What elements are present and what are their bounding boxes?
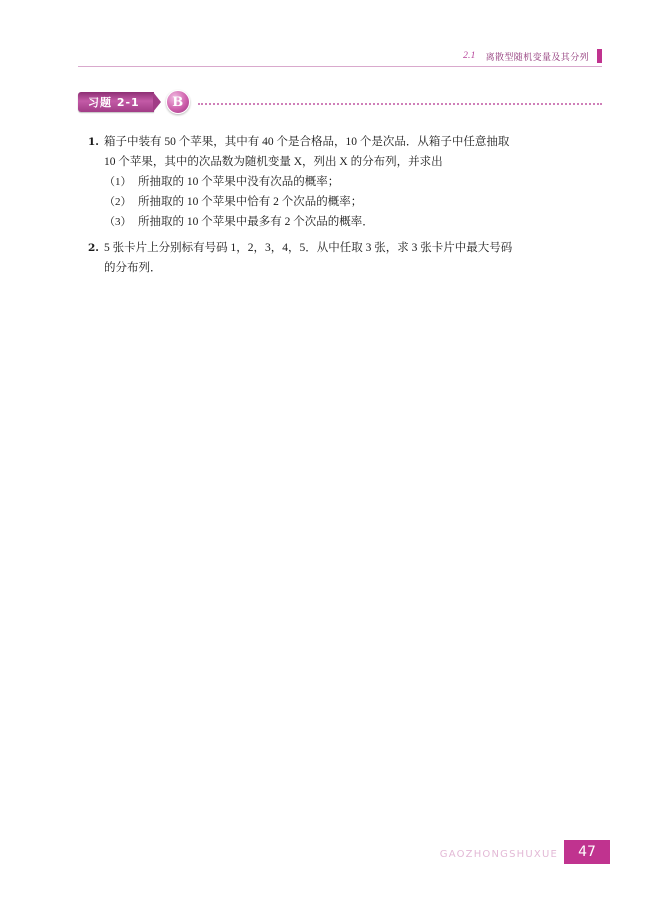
footer-watermark: GAOZHONGSHUXUE bbox=[439, 849, 558, 860]
banner-badge bbox=[166, 90, 190, 114]
problem-number: 1. bbox=[88, 136, 99, 148]
running-head-rule bbox=[78, 66, 602, 67]
problem-line: 5 张卡片上分别标有号码 1，2，3，4，5．从中任取 3 张，求 3 张卡片中最大号码 bbox=[104, 242, 513, 254]
subitem-text: 所抽取的 10 个苹果中没有次品的概率； bbox=[138, 176, 340, 188]
subitem-text: 所抽取的 10 个苹果中最多有 2 个次品的概率． bbox=[138, 216, 374, 228]
exercise-content bbox=[88, 132, 582, 284]
problem-subitem bbox=[104, 212, 582, 232]
problem-body bbox=[104, 238, 582, 278]
problem-body bbox=[104, 132, 582, 232]
banner-label: 习题 2-1 bbox=[88, 96, 140, 109]
running-head-section-number: 2.1 bbox=[463, 51, 476, 61]
problem-line: 箱子中装有 50 个苹果，其中有 40 个是合格品，10 个是次品．从箱子中任意抽取 bbox=[104, 136, 510, 148]
problem-line: 10 个苹果，其中的次品数为随机变量 X，列出 X 的分布列，并求出 bbox=[104, 156, 443, 168]
problem-item bbox=[88, 238, 582, 278]
subitem-text: 所抽取的 10 个苹果中恰有 2 个次品的概率； bbox=[138, 196, 363, 208]
running-head-section-title: 离散型随机变量及其分列 bbox=[485, 52, 589, 63]
subitem-label: （1） bbox=[104, 176, 132, 188]
problem-subitem bbox=[104, 192, 582, 212]
problem-subitems bbox=[104, 172, 582, 232]
banner-badge-label: B bbox=[172, 94, 184, 110]
banner-tag-shape bbox=[78, 92, 154, 112]
subitem-label: （3） bbox=[104, 216, 132, 228]
running-head-marker bbox=[597, 49, 602, 63]
problem-subitem bbox=[104, 172, 582, 192]
running-head bbox=[463, 48, 602, 64]
page-number: 47 bbox=[564, 840, 610, 864]
banner-dotted-rule bbox=[198, 103, 602, 105]
problem-number: 2. bbox=[88, 242, 99, 254]
problem-item bbox=[88, 132, 582, 232]
exercise-banner bbox=[78, 90, 602, 116]
page-footer bbox=[0, 838, 650, 864]
subitem-label: （2） bbox=[104, 196, 132, 208]
problem-line: 的分布列． bbox=[104, 262, 162, 274]
banner-tag bbox=[78, 90, 190, 114]
